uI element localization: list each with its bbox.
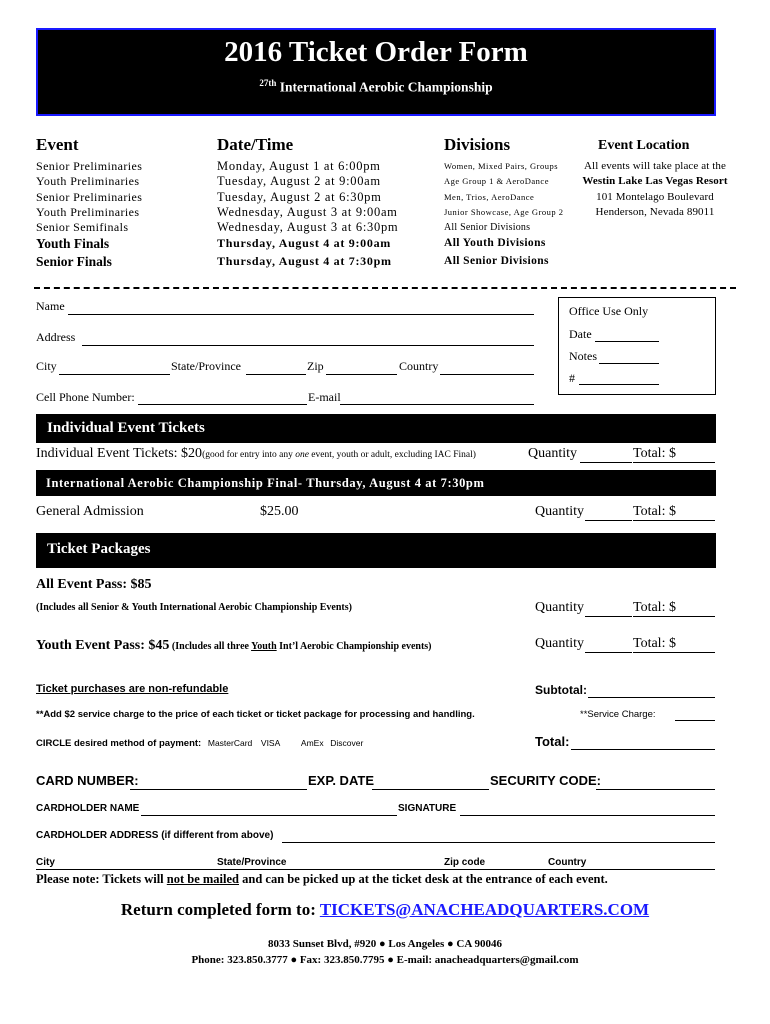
divisions-list — [444, 159, 564, 270]
office-number-field[interactable] — [579, 384, 659, 385]
card-city-line[interactable] — [36, 869, 715, 870]
division-item: Women, Mixed Pairs, Groups — [444, 161, 559, 171]
security-code-field[interactable] — [596, 789, 715, 790]
general-admission-label: General Admission — [36, 504, 144, 519]
footer-address: 8033 Sunset Blvd, #920 ● Los Angeles ● CA 90046 — [268, 938, 502, 950]
subtotal-field[interactable] — [588, 697, 715, 698]
division-item: All Senior Divisions — [444, 254, 549, 267]
event-list — [36, 159, 142, 270]
office-use-box — [558, 297, 716, 395]
total-field[interactable] — [571, 749, 715, 750]
security-code-label: SECURITY CODE: — [490, 773, 601, 788]
card-number-label: CARD NUMBER: — [36, 773, 139, 788]
all-event-pass-note: (Includes all Senior & Youth International Aerobic Championship Events) — [36, 602, 352, 613]
circle-label: CIRCLE desired method of payment: — [36, 738, 202, 749]
signature-label: SIGNATURE — [398, 803, 457, 814]
final-total-field[interactable] — [633, 520, 715, 521]
youth-pass-note: (Includes all three Youth Int’l Aerobic Championship events) — [169, 641, 432, 652]
individual-quantity-label: Quantity — [528, 446, 577, 461]
datetime-item: Wednesday, August 3 at 9:00am — [217, 204, 398, 219]
service-charge-note: **Add $2 service charge to the price of each ticket or ticket package for processing and handling. — [36, 709, 475, 720]
address-label: Address — [36, 330, 76, 344]
all-pass-total-label: Total: $ — [633, 600, 676, 615]
return-email-link[interactable]: TICKETS@ANACHEADQUARTERS.COM — [319, 900, 650, 919]
datetime-item: Wednesday, August 3 at 6:30pm — [217, 220, 399, 235]
email-field[interactable] — [340, 404, 534, 405]
event-item: Senior Preliminaries — [36, 159, 143, 173]
datetime-item: Thursday, August 4 at 7:30pm — [217, 253, 392, 268]
service-charge-field[interactable] — [675, 720, 715, 721]
final-total-label: Total: $ — [633, 504, 676, 519]
exp-date-label: EXP. DATE — [308, 773, 374, 788]
card-city-label: City — [36, 857, 55, 868]
office-date-label: Date — [569, 327, 592, 341]
heading-datetime: Date/Time — [217, 135, 294, 154]
state-label: State/Province — [171, 359, 241, 373]
office-notes-field[interactable] — [599, 363, 659, 364]
individual-label: Individual Event Tickets: $20 — [36, 446, 203, 461]
all-pass-quantity-field[interactable] — [585, 616, 632, 617]
office-number-label: # — [569, 371, 575, 385]
all-pass-quantity-label: Quantity — [535, 600, 584, 615]
cardholder-name-label: CARDHOLDER NAME — [36, 803, 140, 814]
individual-note: (good for entry into any one event, youth or adult, excluding IAC Final) — [202, 450, 476, 460]
country-field[interactable] — [440, 374, 534, 375]
return-label: Return completed form to: — [120, 900, 320, 919]
zip-label: Zip — [307, 359, 324, 373]
name-label: Name — [36, 299, 65, 313]
total-label: Total: — [535, 734, 570, 749]
payment-discover[interactable]: Discover — [330, 738, 364, 748]
office-date-field[interactable] — [595, 341, 659, 342]
event-item: Senior Finals — [36, 253, 112, 269]
individual-tickets-bar — [36, 414, 716, 443]
general-admission-price: $25.00 — [260, 504, 299, 519]
datetime-item: Thursday, August 4 at 9:00am — [217, 236, 391, 251]
exp-date-field[interactable] — [372, 789, 489, 790]
dashed-divider — [34, 287, 736, 289]
youth-pass-quantity-label: Quantity — [535, 636, 584, 651]
office-title: Office Use Only — [569, 304, 649, 318]
office-notes-label: Notes — [569, 349, 597, 363]
address-field[interactable] — [82, 345, 534, 346]
cardholder-address-field[interactable] — [282, 842, 715, 843]
datetime-item: Tuesday, August 2 at 9:00am — [217, 174, 381, 189]
footer-phone: Phone: 323.850.3777 ● Fax: 323.850.7795 ● E-mail: anacheadquarters@gmail.com — [191, 954, 579, 966]
form-subtitle: $^{27th}$ International Aerobic Championship — [259, 78, 493, 95]
ticket-packages-bar — [36, 533, 716, 568]
service-charge-label: **Service Charge: — [580, 709, 656, 720]
youth-event-pass: Youth Event Pass: $45 — [36, 638, 170, 653]
youth-pass-quantity-field[interactable] — [585, 652, 632, 653]
division-item: All Youth Divisions — [444, 237, 546, 250]
name-field[interactable] — [68, 314, 534, 315]
event-item: Youth Finals — [36, 236, 110, 252]
division-item: All Senior Divisions — [444, 222, 531, 234]
city-field[interactable] — [59, 374, 170, 375]
location-line: All events will take place at the — [584, 160, 726, 172]
signature-field[interactable] — [460, 815, 715, 816]
cardholder-name-field[interactable] — [141, 815, 397, 816]
heading-divisions: Divisions — [444, 135, 511, 154]
individual-total-label: Total: $ — [633, 446, 676, 461]
datetime-item: Tuesday, August 2 at 6:30pm — [217, 189, 382, 204]
payment-visa[interactable]: VISA — [260, 738, 281, 748]
card-country-label: Country — [548, 857, 587, 868]
youth-pass-total-label: Total: $ — [633, 636, 676, 651]
event-item: Senior Semifinals — [36, 220, 129, 235]
youth-pass-total-field[interactable] — [633, 652, 715, 653]
payment-method-row — [36, 738, 363, 749]
individual-line — [36, 446, 476, 462]
please-note: Please note: Tickets will not be mailed and can be picked up at the ticket desk at the entrance of each event. — [36, 872, 608, 886]
heading-location: Event Location — [598, 138, 690, 153]
individual-bar-title: Individual Event Tickets — [47, 420, 205, 436]
country-label: Country — [399, 359, 439, 373]
return-line — [0, 900, 770, 920]
card-state-label: State/Province — [217, 857, 287, 868]
subtotal-label: Subtotal: — [535, 683, 587, 697]
form-title: 2016 Ticket Order Form — [224, 36, 528, 68]
location-block — [570, 159, 740, 220]
individual-total-field[interactable] — [633, 462, 715, 463]
all-pass-total-field[interactable] — [633, 616, 715, 617]
cell-field[interactable] — [138, 404, 307, 405]
cardholder-address-label: CARDHOLDER ADDRESS (if different from above) — [36, 830, 274, 841]
city-label: City — [36, 359, 57, 373]
zip-field[interactable] — [326, 374, 397, 375]
datetime-list — [217, 159, 398, 270]
payment-mastercard[interactable]: MasterCard — [207, 738, 253, 748]
event-item: Youth Preliminaries — [36, 174, 140, 189]
card-number-field[interactable] — [130, 789, 307, 790]
header-banner — [36, 28, 716, 116]
packages-bar-title: Ticket Packages — [47, 541, 151, 557]
nonrefundable-note: Ticket purchases are non-refundable — [36, 683, 229, 695]
final-quantity-field[interactable] — [585, 520, 632, 521]
payment-amex[interactable]: AmEx — [300, 738, 324, 748]
location-line: 101 Montelago Boulevard — [596, 190, 714, 203]
event-item: Senior Preliminaries — [36, 189, 143, 204]
location-line: Westin Lake Las Vegas Resort — [582, 175, 728, 188]
division-item: Men, Trios, AeroDance — [444, 191, 535, 202]
email-label: E-mail — [308, 390, 341, 404]
datetime-item: Monday, August 1 at 6:00pm — [217, 159, 381, 173]
final-quantity-label: Quantity — [535, 504, 584, 519]
card-zip-label: Zip code — [444, 857, 486, 868]
location-line: Henderson, Nevada 89011 — [595, 205, 715, 218]
division-item: Junior Showcase, Age Group 2 — [444, 206, 564, 217]
final-bar-title: International Aerobic Championship Final- Thursday, August 4 at 7:30pm — [46, 476, 485, 490]
division-item: Age Group 1 & AeroDance — [444, 176, 549, 187]
individual-quantity-field[interactable] — [580, 462, 632, 463]
state-field[interactable] — [246, 374, 306, 375]
cell-label: Cell Phone Number: — [36, 390, 135, 404]
event-item: Youth Preliminaries — [36, 204, 140, 219]
all-event-pass: All Event Pass: $85 — [36, 577, 152, 592]
final-bar — [36, 470, 716, 496]
youth-event-pass-line — [36, 636, 432, 654]
heading-event: Event — [36, 135, 79, 154]
